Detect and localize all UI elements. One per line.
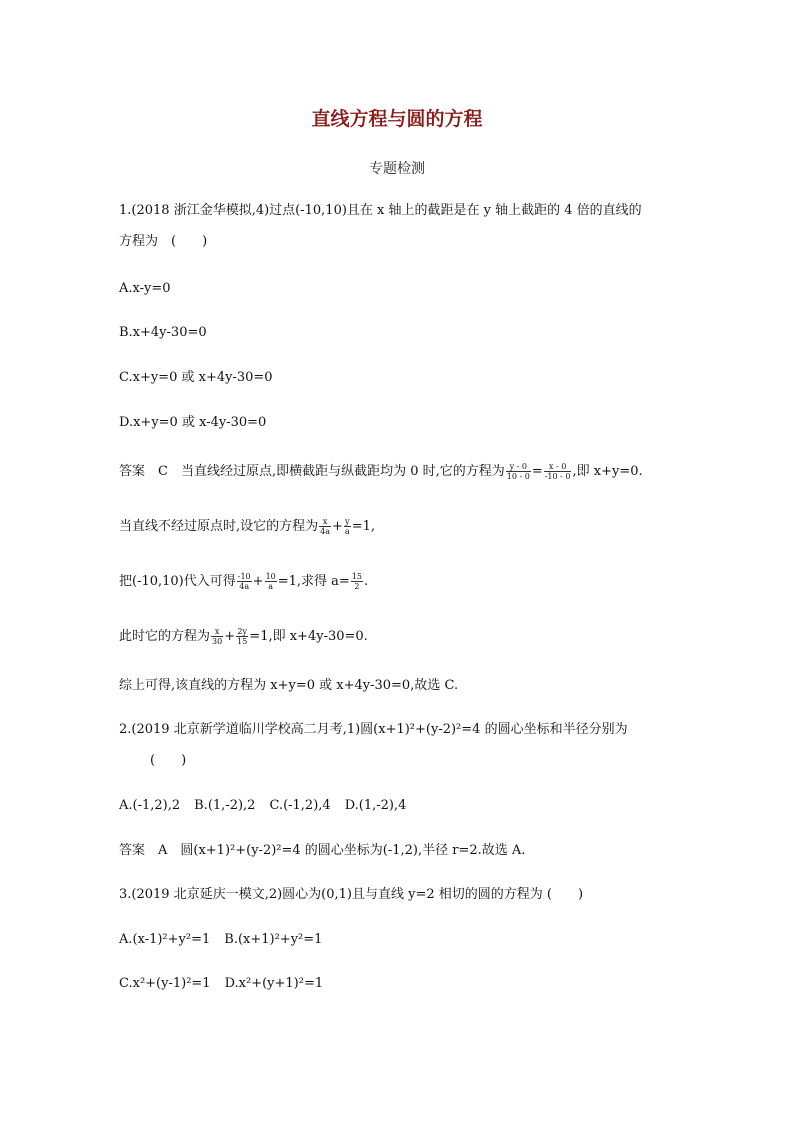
- q2-option-c: C.(-1,2),4: [269, 798, 331, 813]
- q1-step-4-fraction-2: [236, 627, 248, 646]
- q2-answer: 答案 A 圆(x+1)²+(y-2)²=4 的圆心坐标为(-1,2),半径 r=2.故选 A.: [119, 843, 526, 858]
- fraction-denominator: a: [344, 527, 350, 536]
- page-subtitle: 专题检测: [369, 161, 425, 177]
- q1-step-4-suffix: =1,即 x+4y-30=0.: [249, 629, 368, 644]
- fraction-denominator: -10 - 0: [544, 472, 571, 481]
- fraction-denominator: 15: [237, 637, 248, 646]
- fraction-numerator: 2y: [237, 627, 247, 636]
- q1-step-3: [119, 572, 368, 591]
- fraction-numerator: y - 0: [506, 462, 531, 472]
- q1-step-2: [119, 517, 375, 536]
- fraction-numerator: 10: [265, 572, 276, 581]
- q1-answer-fraction-1: [506, 462, 531, 481]
- q3-stem-line1: 3.(2019 北京延庆一模文,2)圆心为(0,1)且与直线 y=2 相切的圆的方程为 ( ): [119, 887, 584, 902]
- q1-step-3-prefix: 把(-10,10)代入可得: [119, 574, 236, 589]
- q1-step-2-suffix: =1,: [351, 519, 375, 534]
- page-title: 直线方程与圆的方程: [311, 108, 483, 130]
- fraction-denominator: 2: [354, 582, 360, 591]
- q2-stem-line1: 2.(2019 北京新学道临川学校高二月考,1)圆(x+1)²+(y-2)²=4 的圆心坐标和半径分别为: [119, 722, 628, 737]
- fraction-denominator: 10 - 0: [506, 472, 530, 481]
- fraction-numerator: x: [319, 517, 331, 527]
- q3-options-row2: [119, 975, 323, 993]
- q1-step-2-fraction-2: [344, 517, 351, 536]
- q3-options-row1: [119, 931, 322, 949]
- fraction-numerator: -10: [237, 572, 251, 581]
- plus-sign: +: [252, 574, 264, 589]
- plus-sign: +: [332, 519, 343, 534]
- q1-step-3-fraction-1: [237, 572, 252, 591]
- q2-options: [119, 797, 406, 815]
- q1-option-c: C.x+y=0 或 x+4y-30=0: [119, 370, 273, 385]
- q1-option-a: A.x-y=0: [119, 281, 171, 296]
- fraction-denominator: a: [268, 582, 274, 591]
- q1-step-3-mid: =1,求得 a=: [277, 574, 350, 589]
- q1-answer-prefix: 答案 C 当直线经过原点,即横截距与纵截距均为 0 时,它的方程为: [119, 464, 505, 479]
- q1-answer-suffix: ,即 x+y=0.: [572, 464, 643, 479]
- fraction-numerator: 15: [351, 572, 363, 581]
- q2-option-d: D.(1,-2),4: [344, 798, 407, 813]
- fraction-denominator: 4a: [320, 527, 330, 536]
- q2-option-b: B.(1,-2),2: [194, 798, 256, 813]
- plus-sign: +: [224, 629, 236, 644]
- q1-step-3-end: .: [364, 574, 369, 589]
- q1-step-2-prefix: 当直线不经过原点时,设它的方程为: [119, 519, 319, 534]
- q1-option-b: B.x+4y-30=0: [119, 325, 207, 340]
- q1-step-4: [119, 627, 368, 646]
- q2-option-a: A.(-1,2),2: [119, 798, 181, 813]
- q3-option-c: C.x²+(y-1)²=1: [119, 976, 211, 991]
- fraction-numerator: y: [345, 517, 350, 526]
- q3-option-a: A.(x-1)²+y²=1: [119, 932, 211, 947]
- q1-step-3-fraction-3: [351, 572, 363, 591]
- q1-step-3-fraction-2: [265, 572, 277, 591]
- q1-answer: [119, 462, 643, 481]
- q1-step-4-fraction-1: [211, 627, 223, 646]
- q1-option-d: D.x+y=0 或 x-4y-30=0: [119, 415, 267, 430]
- q3-option-b: B.(x+1)²+y²=1: [224, 932, 323, 947]
- q1-answer-fraction-2: [544, 462, 572, 481]
- q1-stem-line1: 1.(2018 浙江金华模拟,4)过点(-10,10)且在 x 轴上的截距是在 y 轴上截距的 4 倍的直线的: [119, 203, 642, 218]
- fraction-denominator: 30: [212, 637, 223, 646]
- fraction-numerator: x: [211, 627, 223, 637]
- q1-stem-line2: 方程为 ( ): [119, 234, 208, 249]
- q2-stem-line2: ( ): [150, 753, 187, 768]
- q1-answer-equals: =: [531, 464, 543, 479]
- q1-conclusion: 综上可得,该直线的方程为 x+y=0 或 x+4y-30=0,故选 C.: [119, 678, 459, 693]
- fraction-numerator: x - 0: [544, 462, 572, 472]
- fraction-denominator: 4a: [239, 582, 250, 591]
- q3-option-d: D.x²+(y+1)²=1: [224, 976, 324, 991]
- q1-step-4-prefix: 此时它的方程为: [119, 629, 211, 644]
- q1-step-2-fraction-1: [319, 517, 331, 536]
